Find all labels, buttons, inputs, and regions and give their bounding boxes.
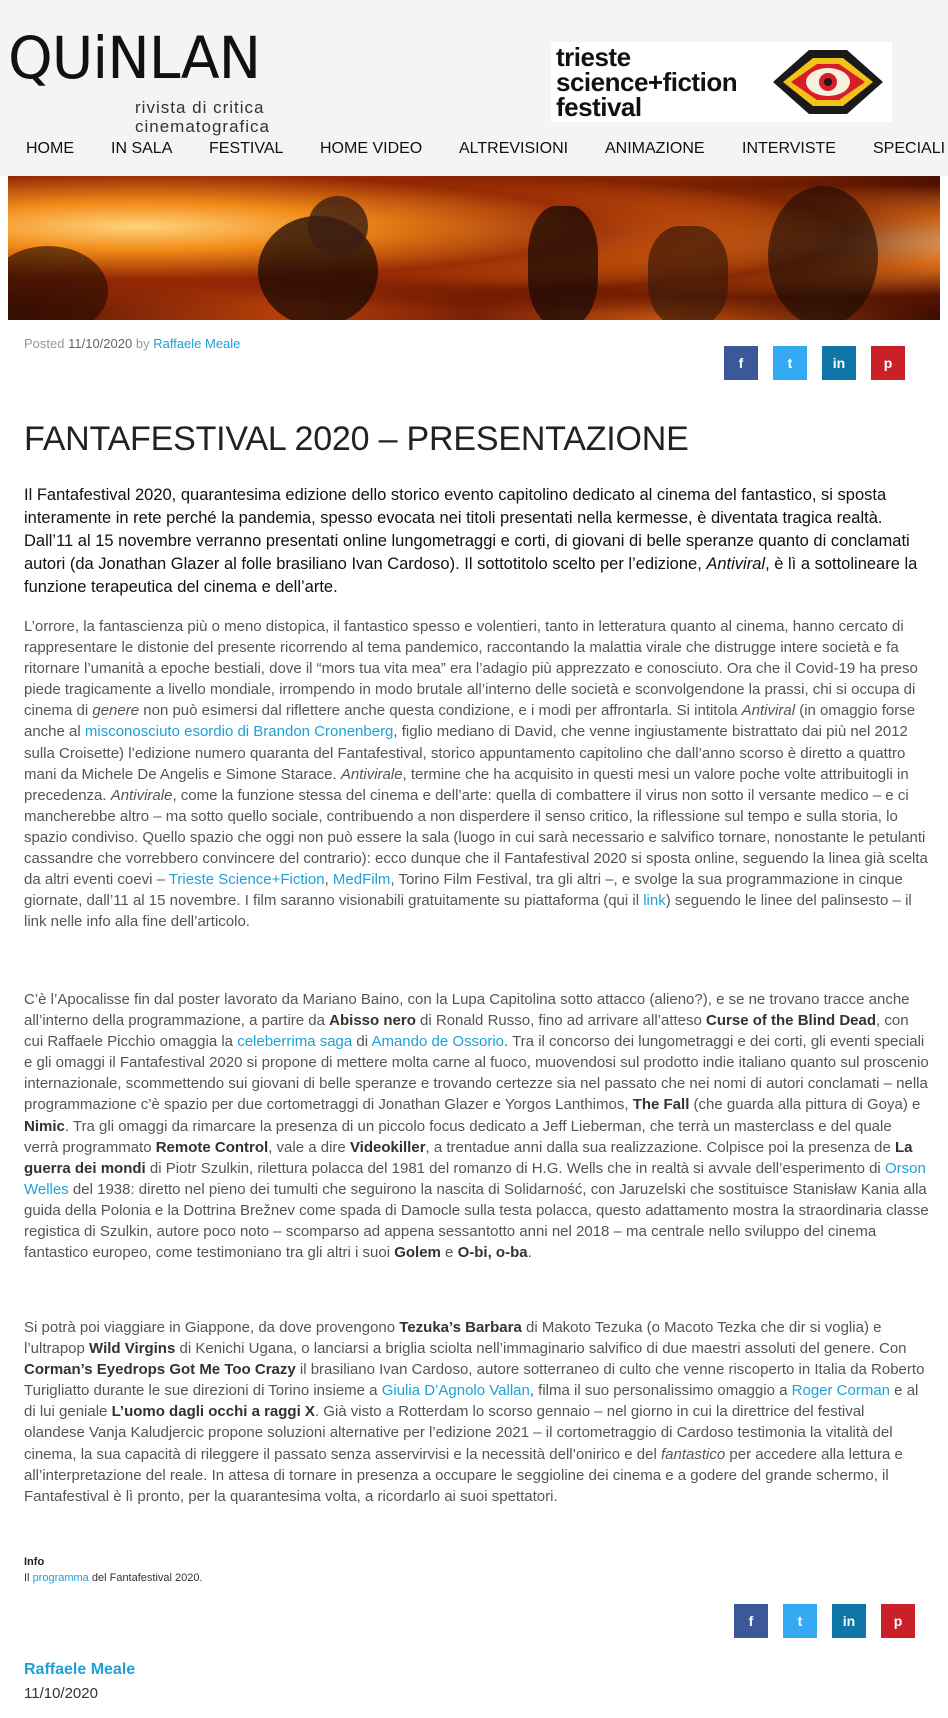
text: di Makoto Tezuka (o Macoto Tezka che dir si voglia) e l’ultrapop — [24, 1319, 882, 1358]
intro-emphasis: Antiviral — [706, 555, 766, 573]
film-title: O-bi, o-ba — [457, 1244, 528, 1262]
emphasis: Antivirale — [110, 786, 173, 804]
post-meta — [24, 336, 240, 351]
intro-text-2: , è lì a sottolineare la funzione terapeutica del cinema e dell’arte. — [24, 555, 918, 596]
nav-item-interviste[interactable]: INTERVISTE — [742, 140, 836, 157]
film-title: Tezuka’s Barbara — [399, 1319, 522, 1336]
text: , figlio mediano di David, che venne ingiustamente bistrattato dai più nel 2012 sulla Croisette) l’edizione numero quaranta del Fantafestival, storico appuntamento capitolino che dall’anno scorso è diretto a quattro mani da Michele De Angelis e Simone Starace. — [24, 723, 908, 783]
logo-tagline-2: cinematografica — [135, 117, 271, 136]
info-heading: Info — [24, 1556, 45, 1568]
site-logo[interactable] — [8, 26, 308, 136]
text: L’orrore, la fantascienza più o meno distopica, il fantastico spesso e volentieri, tanto in letteratura quanto al cinema, hanno cercato di rappresentare le distonie del presente ricorrendo al tema pandemico, raccontando la malattia virale che distrugge intere società e fa ritornare l’umanità a epoche bestiali, dove il “mors tua vita mea” era l’adagio più apprezzato e conosciuto. Ora che il Covid-19 ha preso piede tragicamente a livello mondiale, irrompendo in modo brutale all’interno delle società e sconvolgendone la prassi, chi si occupa di cinema di — [24, 618, 918, 720]
article-paragraph-3 — [24, 1317, 929, 1507]
article-intro — [24, 484, 929, 599]
nav-item-in-sala[interactable]: IN SALA — [111, 140, 173, 157]
text: non può esimersi dal riflettere anche questa condizione, e i modi per affrontarla. Si intitola — [139, 702, 742, 720]
film-title: Golem — [394, 1244, 441, 1262]
film-title: The Fall — [632, 1096, 690, 1114]
nav-item-festival[interactable]: FESTIVAL — [209, 140, 284, 157]
share-linkedin-button-bottom[interactable] — [832, 1604, 866, 1638]
author-date: 11/10/2020 — [24, 1685, 98, 1702]
share-pinterest-button[interactable] — [871, 346, 905, 380]
text: e al di lui geniale — [24, 1382, 919, 1421]
link-vallan[interactable]: Giulia D’Agnolo Vallan — [381, 1382, 530, 1400]
site-header — [0, 0, 948, 176]
nav-item-home-video[interactable]: HOME VIDEO — [320, 140, 423, 157]
by-label: by — [135, 336, 150, 351]
text: , — [324, 871, 333, 889]
text: il brasiliano Ivan Cardoso, autore sotterraneo di culto che venne riscoperto in Italia da Roberto Turigliatto durante le sue direzioni di Torino insieme a — [24, 1361, 925, 1400]
film-title: Nimic — [24, 1117, 65, 1135]
link-programma[interactable]: programma — [32, 1572, 89, 1584]
text: . — [527, 1244, 532, 1262]
film-title: Corman’s Eyedrops Got Me Too Crazy — [24, 1361, 296, 1379]
text: di Ronald Russo, fino ad arrivare all’atteso — [415, 1012, 707, 1030]
emphasis: fantastico — [661, 1445, 726, 1463]
link-platform[interactable]: link — [643, 892, 666, 910]
text: (in omaggio forse anche al — [24, 702, 916, 741]
text: ) seguendo le linee del palinsesto – il link nelle info alla fine dell’articolo. — [24, 892, 912, 931]
text: . Già visto a Rotterdam lo scorso gennaio – nel giorno in cui la direttrice del festival olandese Vanja Kaludjercic propone soluzioni alternative per l’edizione 2021 – il cortometraggio di Cardoso testimonia la vitalità del cinema, la sua capacità di rileggere il passato senza asservirvisi e la necessità dell’onirico e del — [24, 1403, 893, 1463]
text: , vale a dire — [268, 1138, 350, 1156]
link-ossorio[interactable]: Amando de Ossorio — [371, 1033, 505, 1051]
text: . Tra gli omaggi da rimarcare la presenza di un piccolo focus dedicato a Jeff Lieberman, che terrà un masterclass e del quale verrà programmato — [24, 1117, 892, 1156]
text: , termine che ha acquisito in questi mesi un valore poche volte attribuitogli in precedenza. — [24, 765, 909, 804]
link-saga[interactable]: celeberrima saga — [237, 1033, 353, 1051]
text: Si potrà poi viaggiare in Giappone, da dove provengono — [24, 1319, 400, 1336]
film-title: Remote Control — [155, 1138, 269, 1156]
link-trieste-sf[interactable]: Trieste Science+Fiction — [168, 871, 325, 889]
text: di Kenichi Ugana, o lanciarsi a briglia sciolta nell’immaginario salvifico di due maestri assoluti del genere. Con — [175, 1340, 907, 1358]
text: , con cui Raffaele Picchio omaggia la — [24, 1012, 909, 1051]
share-pinterest-button-bottom[interactable] — [881, 1604, 915, 1638]
banner-line-3: festival — [556, 92, 642, 122]
film-title: Curse of the Blind Dead — [706, 1012, 877, 1030]
linkedin-icon: in — [832, 355, 846, 371]
post-date: 11/10/2020 — [68, 336, 133, 351]
link-corman[interactable]: Roger Corman — [791, 1382, 891, 1400]
text: , Torino Film Festival, tra gli altri –, e svolge la sua programmazione in cinque giornate, dall’11 al 15 novembre. I film saranno visionabili gratuitamente su piattaforma (qui il — [24, 871, 903, 910]
share-linkedin-button[interactable] — [822, 346, 856, 380]
link-cronenberg[interactable]: misconosciuto esordio di Brandon Cronenberg — [84, 723, 394, 741]
nav-item-home[interactable]: HOME — [26, 140, 74, 157]
film-title: Abisso nero — [329, 1012, 416, 1030]
text: di — [352, 1033, 372, 1051]
nav-item-speciali[interactable]: SPECIALI — [873, 140, 946, 157]
pinterest-icon: p — [883, 355, 893, 371]
text: , a trentadue anni dalla sua realizzazione. Colpisce poi la presenza de — [425, 1138, 895, 1156]
pinterest-icon: p — [893, 1613, 903, 1629]
article-paragraph-1 — [24, 616, 929, 932]
text: e — [440, 1244, 458, 1262]
text: . Tra il concorso dei lungometraggi e dei corti, gli eventi speciali e gli omaggi il Fantafestival 2020 si propone di mettere molta carne al fuoco, muovendosi sul prodotto indie italiano quanto sul proscenio internazionale, scommettendo sui giovani di belle speranze e trovando certezze sia nel passato che nei nomi di autori conclamati – nella programmazione c’è spazio per due cortometraggi di Jonathan Glazer e Yorgos Lanthimos, — [24, 1033, 929, 1114]
nav-item-animazione[interactable]: ANIMAZIONE — [605, 140, 705, 157]
twitter-icon: t — [787, 355, 793, 371]
linkedin-icon: in — [842, 1613, 856, 1629]
emphasis: Antivirale — [340, 765, 403, 783]
share-facebook-button-bottom[interactable] — [734, 1604, 768, 1638]
text: del Fantafestival 2020. — [88, 1572, 203, 1584]
facebook-icon: f — [738, 355, 744, 371]
text: (che guarda alla pittura di Goya) e — [689, 1096, 921, 1114]
intro-text-1: Il Fantafestival 2020, quarantesima edizione dello storico evento capitolino dedicato al cinema del fantastico, si sposta interamente in rete perché la pandemia, spesso evocata nei titoli presentati nella kermesse, è diventata tragica realtà. Dall’11 al 15 novembre verranno presentati online lungometraggi e corti, di giovani di belle speranze quanto di conclamati autori (da Jonathan Glazer al folle brasiliano Ivan Cardoso). Il sottotitolo scelto per l’edizione, — [24, 486, 910, 573]
text: di Piotr Szulkin, rilettura polacca del 1981 del romanzo di H.G. Wells che in realtà si avvale dell’esperimento di — [145, 1159, 885, 1177]
film-title: Wild Virgins — [89, 1340, 176, 1358]
text: C’è l’Apocalisse fin dal poster lavorato da Mariano Baino, con la Lupa Capitolina sotto attacco (alieno?), e se ne trovano tracce anche all’interno della programmazione, a partire da — [24, 991, 910, 1030]
posted-label: Posted — [24, 336, 65, 351]
film-title: L’uomo dagli occhi a raggi X — [111, 1403, 315, 1421]
banner-text — [556, 42, 738, 122]
twitter-icon: t — [797, 1613, 803, 1629]
link-welles[interactable]: Orson Welles — [24, 1159, 926, 1198]
text: , come la funzione stessa del cinema e dell’arte: quella di combattere il virus non sotto il versante medico – e ci mancherebbe altro – ma sotto quello sociale, contribuendo a non disperdere il senso critico, la riflessione sul tempo e sulla storia, lo spazio condiviso. Quello spazio che oggi non può essere la sala (luogo in cui sarà necessario e salvifico tornare, nonostante le petulanti cassandre che vorrebbero convincere del contrario): ecco dunque che il Fantafestival 2020 si sposta online, seguendo la linea già scelta da altri eventi coevi – — [24, 786, 928, 889]
emphasis: genere — [92, 702, 140, 720]
film-title: Videokiller — [349, 1138, 426, 1156]
logo-tagline-1: rivista di critica — [135, 98, 265, 117]
share-facebook-button[interactable] — [724, 346, 758, 380]
hero-header-image — [8, 176, 940, 320]
facebook-icon: f — [748, 1613, 754, 1629]
author-name-link[interactable]: Raffaele Meale — [24, 1661, 136, 1678]
banner-line-1: trieste — [556, 42, 631, 72]
main-nav — [0, 134, 948, 168]
text: del 1938: diretto nel pieno dei tumulti che seguirono la nascita di Solidarność, con Jaruzelski che sostituisce Stanisław Kania alla guida della Polonia e la Dottrina Brežnev come spada di Damocle sulla testa polacca, questo adattamento mostra la straordinaria classe registica di Szulkin, autore poco noto – scomparso ad appena sessantotto anni nel 2018 – ma centrale nello sviluppo del cinema fantastico europeo, come testimoniano tra gli altri i suoi — [24, 1180, 929, 1262]
post-author-link[interactable]: Raffaele Meale — [153, 336, 241, 351]
info-line — [24, 1572, 203, 1584]
share-twitter-button[interactable] — [773, 346, 807, 380]
link-medfilm[interactable]: MedFilm — [332, 871, 391, 889]
article-paragraph-2 — [24, 989, 929, 1263]
article-title: FANTAFESTIVAL 2020 – PRESENTAZIONE — [24, 420, 689, 458]
emphasis: Antiviral — [741, 702, 796, 720]
trieste-festival-banner[interactable] — [551, 42, 892, 122]
festival-eye-logo-icon — [769, 46, 887, 118]
nav-item-altrevisioni[interactable]: ALTREVISIONI — [459, 140, 569, 157]
text: Il — [24, 1572, 33, 1584]
share-twitter-button-bottom[interactable] — [783, 1604, 817, 1638]
film-title: La guerra dei mondi — [24, 1138, 913, 1177]
banner-line-2: science+fiction — [556, 67, 738, 97]
text: per accedere alla lettura e all’interpretazione del reale. In attesa di tornare in presenza a occupare le seggioline dei cinema e a godere del grande schermo, il Fantafestival è lì pronto, per la quarantesima volta, a ricordarlo ai suoi spettatori. — [24, 1445, 903, 1505]
text: , filma il suo personalissimo omaggio a — [529, 1382, 792, 1400]
logo-wordmark: QUiNLAN — [8, 24, 261, 92]
